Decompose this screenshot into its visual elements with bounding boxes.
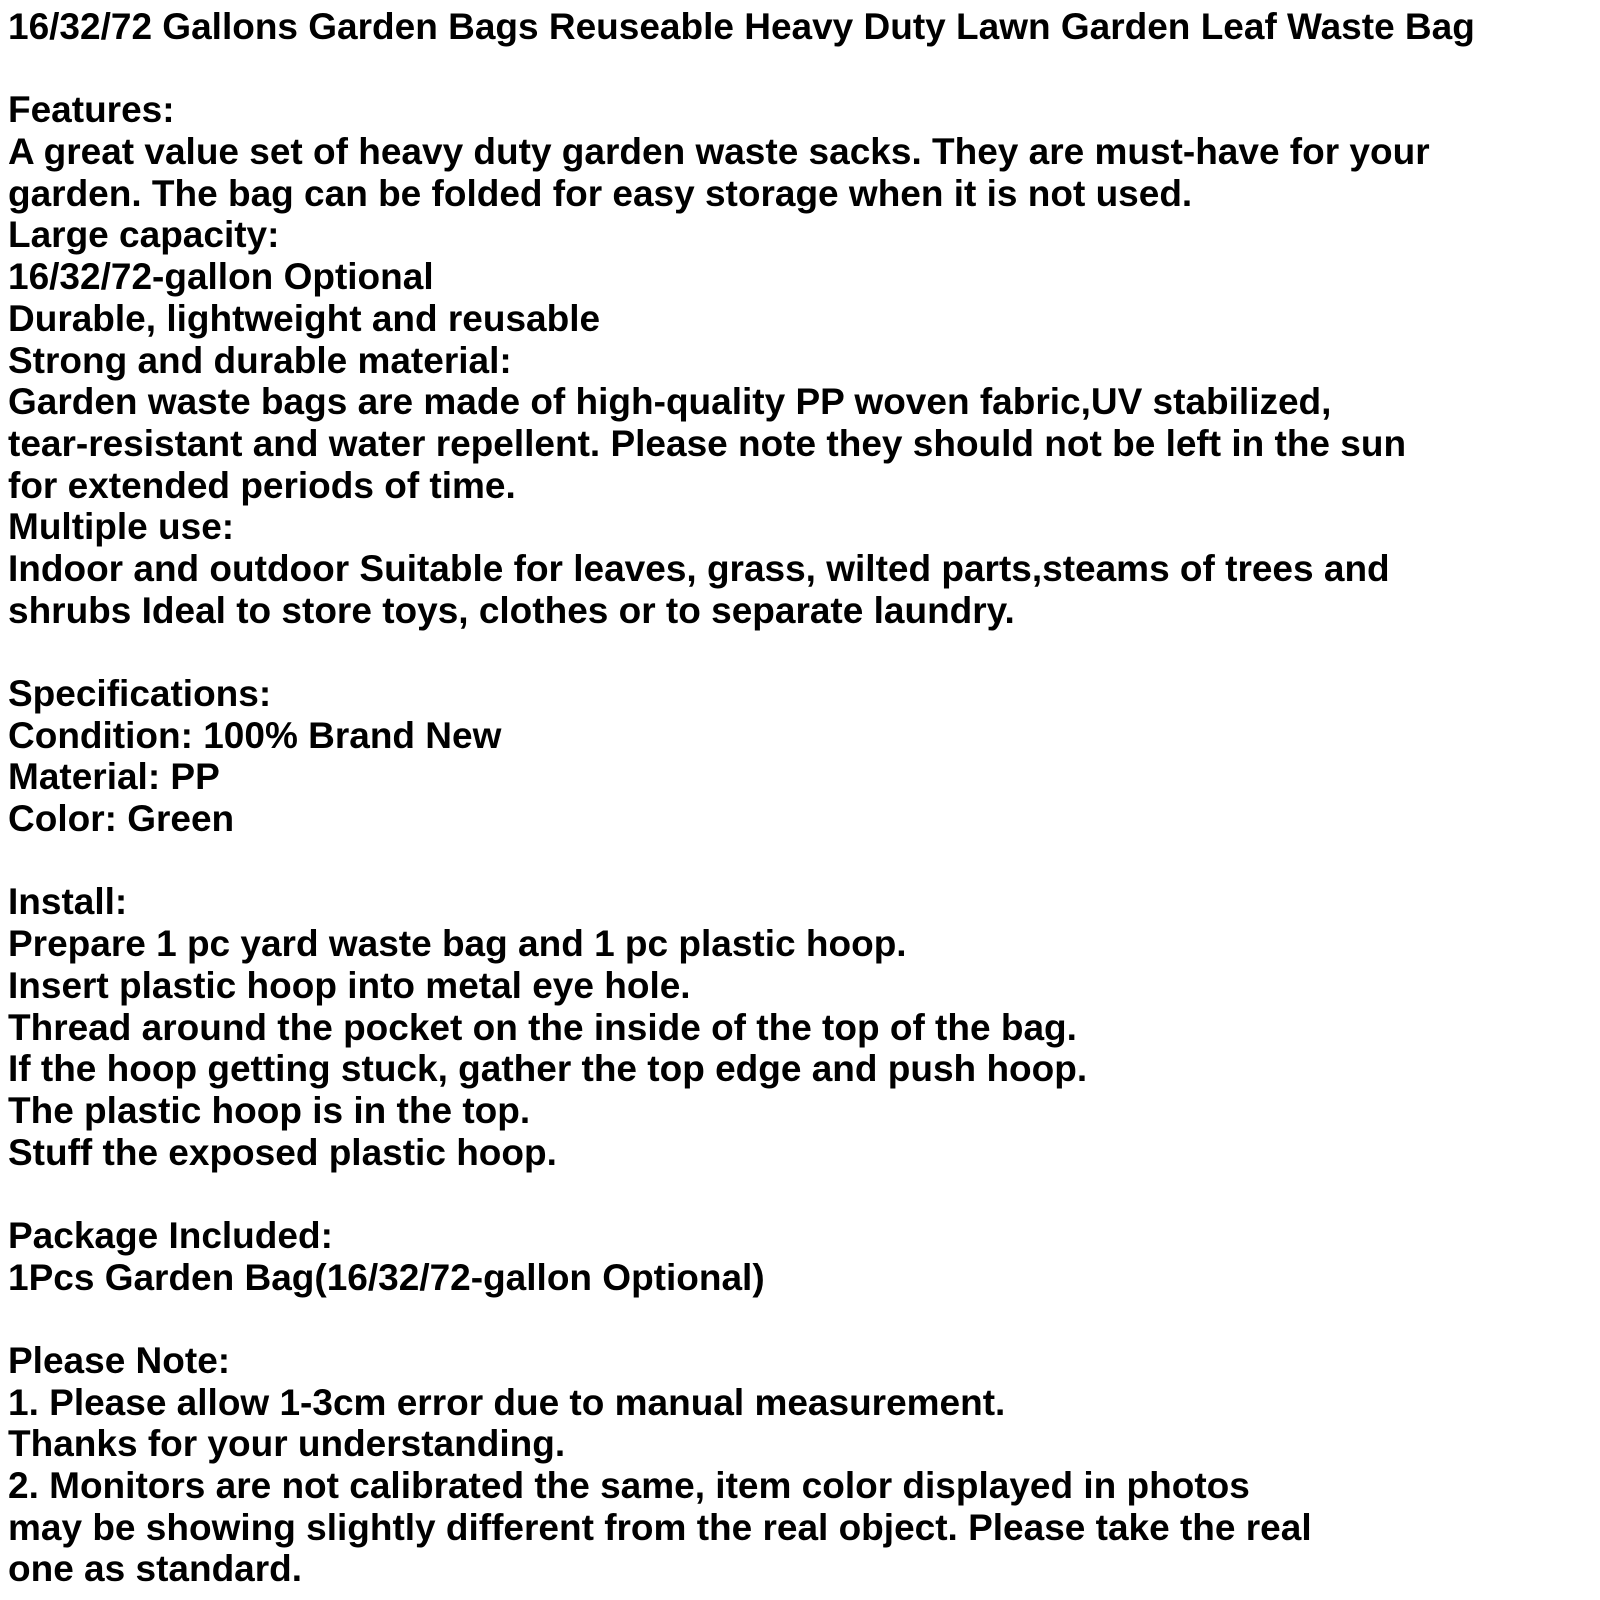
blank-line bbox=[8, 840, 1600, 882]
note-line: 1. Please allow 1-3cm error due to manual measurement. bbox=[8, 1381, 1006, 1423]
features-line: for extended periods of time. bbox=[8, 464, 516, 506]
specifications-line: Color: Green bbox=[8, 798, 235, 840]
note-line: 2. Monitors are not calibrated the same, item color displayed in photos bbox=[8, 1465, 1250, 1507]
note-line: Thanks for your understanding. bbox=[8, 1423, 566, 1465]
features-line: Garden waste bags are made of high-quality PP woven fabric,UV stabilized, bbox=[8, 381, 1332, 423]
install-step: Insert plastic hoop into metal eye hole. bbox=[8, 964, 691, 1006]
package-heading: Package Included: bbox=[8, 1214, 333, 1256]
specifications-line: Condition: 100% Brand New bbox=[8, 714, 502, 756]
install-step: Stuff the exposed plastic hoop. bbox=[8, 1131, 557, 1173]
features-line: Multiple use: bbox=[8, 506, 235, 548]
blank-line bbox=[8, 1298, 1600, 1340]
specifications-line: Material: PP bbox=[8, 756, 220, 798]
features-line: A great value set of heavy duty garden waste sacks. They are must-have for your bbox=[8, 131, 1430, 173]
specifications-heading: Specifications: bbox=[8, 673, 272, 714]
install-heading: Install: bbox=[8, 881, 128, 923]
blank-line bbox=[8, 631, 1600, 673]
blank-line bbox=[8, 1173, 1600, 1215]
install-step: If the hoop getting stuck, gather the top edge and push hoop. bbox=[8, 1048, 1088, 1090]
package-line: 1Pcs Garden Bag(16/32/72-gallon Optional) bbox=[8, 1256, 765, 1298]
features-line: 16/32/72-gallon Optional bbox=[8, 256, 434, 298]
features-line: Large capacity: bbox=[8, 214, 280, 256]
features-line: Durable, lightweight and reusable bbox=[8, 297, 601, 339]
install-step: Thread around the pocket on the inside of the top of the bag. bbox=[8, 1006, 1077, 1048]
features-line: tear-resistant and water repellent. Please note they should not be left in the sun bbox=[8, 422, 1407, 464]
product-title: 16/32/72 Gallons Garden Bags Reuseable Heavy Duty Lawn Garden Leaf Waste Bag bbox=[8, 6, 1475, 47]
note-line: may be showing slightly different from the real object. Please take the real bbox=[8, 1506, 1312, 1548]
note-line: one as standard. bbox=[8, 1548, 303, 1590]
features-line: garden. The bag can be folded for easy storage when it is not used. bbox=[8, 172, 1193, 214]
features-line: Indoor and outdoor Suitable for leaves, grass, wilted parts,steams of trees and bbox=[8, 547, 1390, 589]
blank-line bbox=[8, 48, 1600, 90]
install-step: Prepare 1 pc yard waste bag and 1 pc plastic hoop. bbox=[8, 923, 907, 965]
features-heading: Features: bbox=[8, 89, 175, 131]
install-step: The plastic hoop is in the top. bbox=[8, 1089, 531, 1131]
note-heading: Please Note: bbox=[8, 1340, 231, 1381]
features-line: Strong and durable material: bbox=[8, 339, 512, 381]
features-line: shrubs Ideal to store toys, clothes or to separate laundry. bbox=[8, 589, 1015, 631]
